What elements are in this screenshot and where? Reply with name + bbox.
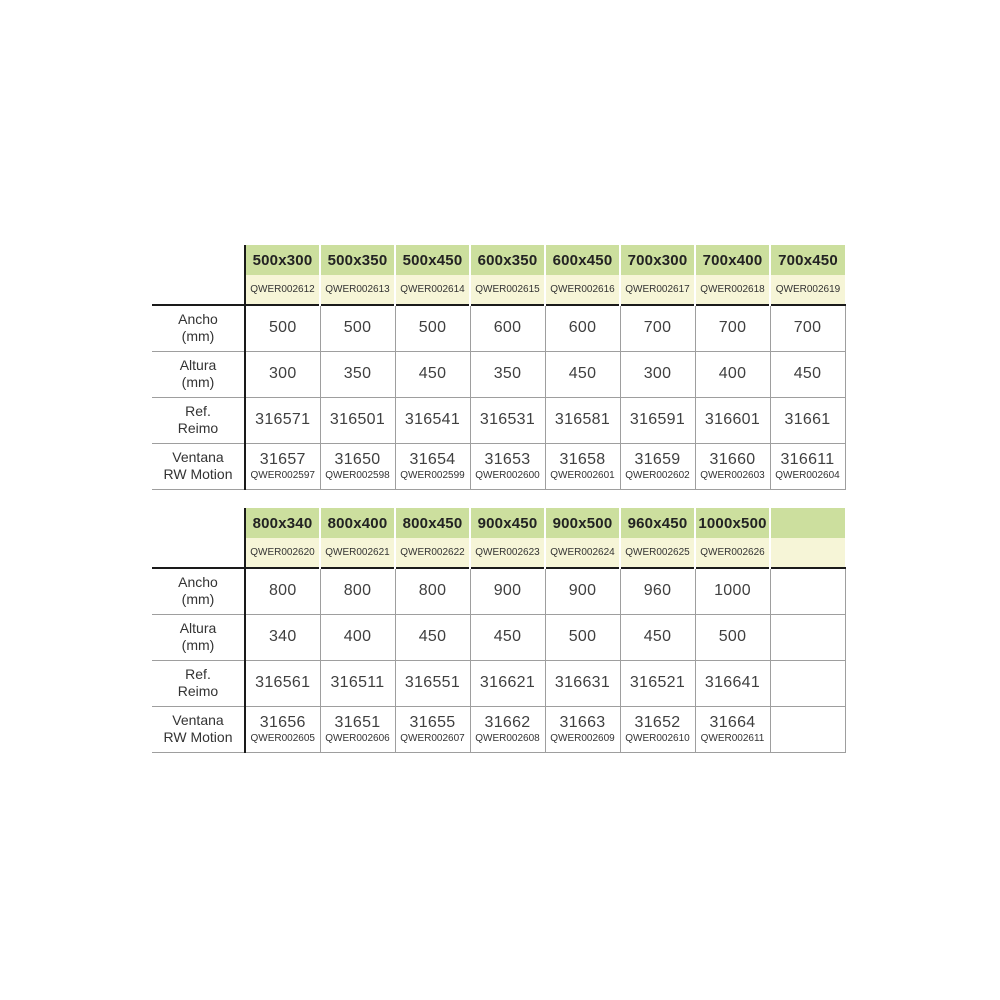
ventana-value-cell <box>395 706 470 752</box>
ancho-value-cell <box>695 305 770 351</box>
row-label-ref: Ref. Reimo <box>152 397 245 443</box>
corner-spacer <box>152 538 245 568</box>
qwer-code-cell <box>770 538 845 568</box>
ancho-value: 800 <box>268 582 297 600</box>
row-label-ancho: Ancho (mm) <box>152 305 245 351</box>
ventana-value-cell <box>320 706 395 752</box>
qwer-code-cell: QWER002612 <box>245 275 320 305</box>
qwer-code-cell: QWER002618 <box>695 275 770 305</box>
ventana-value: 31655 <box>409 714 456 731</box>
row-label-ref: Ref. Reimo <box>152 660 245 706</box>
ventana-qwer-code: QWER002597 <box>250 470 315 481</box>
altura-value-cell <box>770 614 845 660</box>
ref-value: 316531 <box>479 411 536 428</box>
size-header-cell: 500x450 <box>395 245 470 275</box>
ancho-value-cell <box>320 568 395 614</box>
size-header-cell: 700x300 <box>620 245 695 275</box>
ventana-value-cell <box>245 706 320 752</box>
altura-value: 450 <box>568 365 597 382</box>
ref-value-cell <box>695 397 770 443</box>
qwer-code-cell: QWER002621 <box>320 538 395 568</box>
ref-value-cell <box>620 397 695 443</box>
ventana-qwer-code: QWER002606 <box>325 733 390 744</box>
ventana-value-cell <box>770 706 845 752</box>
spec-table-2 <box>152 508 846 753</box>
ancho-value-cell <box>620 568 695 614</box>
size-header-cell: 1000x500 <box>695 508 770 538</box>
ref-value: 316561 <box>255 674 311 691</box>
ancho-value: 700 <box>718 319 747 337</box>
altura-value-cell <box>395 614 470 660</box>
ancho-value-cell <box>470 305 545 351</box>
spec-table-1 <box>152 245 846 490</box>
ancho-value: 700 <box>793 319 822 337</box>
altura-value: 500 <box>568 628 597 645</box>
ventana-value-cell <box>470 706 545 752</box>
ventana-value: 31658 <box>559 451 606 468</box>
ancho-value: 500 <box>343 319 372 337</box>
ventana-value-cell <box>320 443 395 489</box>
ref-value: 316581 <box>554 411 611 428</box>
ventana-value-cell <box>695 706 770 752</box>
size-header-cell: 500x350 <box>320 245 395 275</box>
qwer-code-cell: QWER002624 <box>545 538 620 568</box>
altura-value-cell <box>395 351 470 397</box>
altura-value: 450 <box>418 628 447 645</box>
ancho-value: 1000 <box>714 582 751 600</box>
ventana-value-cell <box>395 443 470 489</box>
ancho-value: 800 <box>418 582 447 600</box>
ref-value: 316551 <box>404 674 461 691</box>
ref-value: 31661 <box>784 411 831 428</box>
ancho-value-cell <box>395 305 470 351</box>
ref-value: 316591 <box>629 411 686 428</box>
row-label-altura: Altura (mm) <box>152 614 245 660</box>
ref-value-cell <box>620 660 695 706</box>
ventana-qwer-code: QWER002599 <box>400 470 465 481</box>
size-header-cell: 500x300 <box>245 245 320 275</box>
ref-value: 316641 <box>704 674 761 691</box>
altura-value-cell <box>695 614 770 660</box>
ancho-value: 900 <box>568 582 597 600</box>
ref-value: 316521 <box>629 674 686 691</box>
altura-value: 400 <box>718 365 747 382</box>
altura-value: 300 <box>643 365 672 382</box>
ventana-value: 31657 <box>259 451 306 468</box>
ancho-value-cell <box>770 305 845 351</box>
altura-value-cell <box>470 614 545 660</box>
ref-value-cell <box>320 397 395 443</box>
size-header-cell: 960x450 <box>620 508 695 538</box>
qwer-code-cell: QWER002625 <box>620 538 695 568</box>
ventana-qwer-code: QWER002603 <box>700 470 765 481</box>
ventana-value: 31653 <box>484 451 531 468</box>
ref-value-cell <box>545 397 620 443</box>
ventana-qwer-code: QWER002604 <box>775 470 840 481</box>
ref-value-cell <box>320 660 395 706</box>
ancho-value: 900 <box>493 582 522 600</box>
size-header-cell: 800x340 <box>245 508 320 538</box>
ventana-qwer-code: QWER002608 <box>475 733 540 744</box>
size-header-cell: 700x400 <box>695 245 770 275</box>
ref-value-cell <box>770 660 845 706</box>
ancho-value-cell <box>245 568 320 614</box>
altura-value-cell <box>770 351 845 397</box>
ventana-value: 31659 <box>634 451 681 468</box>
ref-value-cell <box>770 397 845 443</box>
qwer-code-cell: QWER002619 <box>770 275 845 305</box>
ref-value: 316631 <box>554 674 611 691</box>
ancho-value-cell <box>695 568 770 614</box>
ref-value-cell <box>245 660 320 706</box>
ancho-value-cell <box>545 568 620 614</box>
ventana-qwer-code: QWER002607 <box>400 733 465 744</box>
ancho-value-cell <box>245 305 320 351</box>
ventana-value: 31663 <box>559 714 606 731</box>
altura-value: 450 <box>643 628 672 645</box>
ref-value-cell <box>395 397 470 443</box>
qwer-code-cell: QWER002623 <box>470 538 545 568</box>
corner-spacer <box>152 245 245 275</box>
ref-value-cell <box>470 660 545 706</box>
size-header-cell: 800x450 <box>395 508 470 538</box>
ancho-value-cell <box>395 568 470 614</box>
qwer-code-cell: QWER002622 <box>395 538 470 568</box>
ancho-value: 500 <box>418 319 447 337</box>
qwer-code-cell: QWER002616 <box>545 275 620 305</box>
ref-value-cell <box>395 660 470 706</box>
size-header-cell: 600x350 <box>470 245 545 275</box>
ancho-value: 800 <box>343 582 372 600</box>
ventana-qwer-code: QWER002598 <box>325 470 390 481</box>
ventana-qwer-code: QWER002610 <box>625 733 690 744</box>
ventana-value: 31656 <box>259 714 306 731</box>
ancho-value-cell <box>470 568 545 614</box>
altura-value-cell <box>320 351 395 397</box>
ref-value: 316501 <box>329 411 386 428</box>
ventana-qwer-code: QWER002609 <box>550 733 615 744</box>
ventana-value: 31664 <box>709 714 756 731</box>
ancho-value-cell <box>545 305 620 351</box>
ancho-value-cell <box>620 305 695 351</box>
ref-value-cell <box>245 397 320 443</box>
ref-value: 316571 <box>255 411 311 428</box>
corner-spacer <box>152 275 245 305</box>
ventana-value-cell <box>695 443 770 489</box>
ventana-value-cell <box>620 443 695 489</box>
spec-table-1-container <box>152 245 846 490</box>
altura-value: 300 <box>268 365 297 382</box>
altura-value-cell <box>620 614 695 660</box>
ref-value-cell <box>470 397 545 443</box>
ancho-value: 600 <box>568 319 597 337</box>
size-header-cell: 800x400 <box>320 508 395 538</box>
row-label-ventana: Ventana RW Motion <box>152 443 245 489</box>
ancho-value-cell <box>320 305 395 351</box>
qwer-code-cell: QWER002614 <box>395 275 470 305</box>
altura-value-cell <box>695 351 770 397</box>
ventana-qwer-code: QWER002605 <box>250 733 315 744</box>
ventana-qwer-code: QWER002602 <box>625 470 690 481</box>
ventana-value: 31654 <box>409 451 456 468</box>
ventana-value-cell <box>770 443 845 489</box>
spec-table-2-container <box>152 508 846 753</box>
ref-value: 316511 <box>330 674 385 691</box>
ref-value: 316541 <box>404 411 461 428</box>
row-label-ventana: Ventana RW Motion <box>152 706 245 752</box>
ventana-value: 31660 <box>709 451 756 468</box>
row-label-ancho: Ancho (mm) <box>152 568 245 614</box>
ancho-value: 700 <box>643 319 672 337</box>
ventana-value: 31652 <box>634 714 681 731</box>
ventana-value: 31650 <box>334 451 381 468</box>
altura-value: 450 <box>493 628 522 645</box>
ancho-value: 500 <box>268 319 297 337</box>
altura-value: 500 <box>718 628 747 645</box>
altura-value-cell <box>245 614 320 660</box>
size-header-cell <box>770 508 845 538</box>
altura-value: 400 <box>343 628 372 645</box>
altura-value-cell <box>245 351 320 397</box>
ventana-qwer-code: QWER002611 <box>700 733 765 744</box>
altura-value-cell <box>470 351 545 397</box>
ventana-qwer-code: QWER002600 <box>475 470 540 481</box>
qwer-code-cell: QWER002626 <box>695 538 770 568</box>
ancho-value: 960 <box>643 582 672 600</box>
ventana-value: 31662 <box>484 714 531 731</box>
ventana-value: 316611 <box>780 451 835 468</box>
ventana-value-cell <box>620 706 695 752</box>
ancho-value-cell <box>770 568 845 614</box>
altura-value-cell <box>545 614 620 660</box>
altura-value: 450 <box>418 365 447 382</box>
qwer-code-cell: QWER002620 <box>245 538 320 568</box>
ventana-value-cell <box>545 443 620 489</box>
altura-value: 350 <box>493 365 522 382</box>
ventana-qwer-code: QWER002601 <box>550 470 615 481</box>
ventana-value: 31651 <box>334 714 381 731</box>
altura-value: 350 <box>343 365 372 382</box>
ref-value: 316621 <box>479 674 536 691</box>
row-label-altura: Altura (mm) <box>152 351 245 397</box>
qwer-code-cell: QWER002617 <box>620 275 695 305</box>
ventana-value-cell <box>245 443 320 489</box>
size-header-cell: 700x450 <box>770 245 845 275</box>
corner-spacer <box>152 508 245 538</box>
size-header-cell: 900x450 <box>470 508 545 538</box>
altura-value-cell <box>320 614 395 660</box>
size-header-cell: 900x500 <box>545 508 620 538</box>
ventana-value-cell <box>470 443 545 489</box>
ref-value-cell <box>545 660 620 706</box>
ref-value-cell <box>695 660 770 706</box>
ref-value: 316601 <box>704 411 761 428</box>
altura-value: 340 <box>268 628 297 645</box>
qwer-code-cell: QWER002613 <box>320 275 395 305</box>
altura-value: 450 <box>793 365 822 382</box>
altura-value-cell <box>620 351 695 397</box>
altura-value-cell <box>545 351 620 397</box>
qwer-code-cell: QWER002615 <box>470 275 545 305</box>
size-header-cell: 600x450 <box>545 245 620 275</box>
ventana-value-cell <box>545 706 620 752</box>
ancho-value: 600 <box>493 319 522 337</box>
